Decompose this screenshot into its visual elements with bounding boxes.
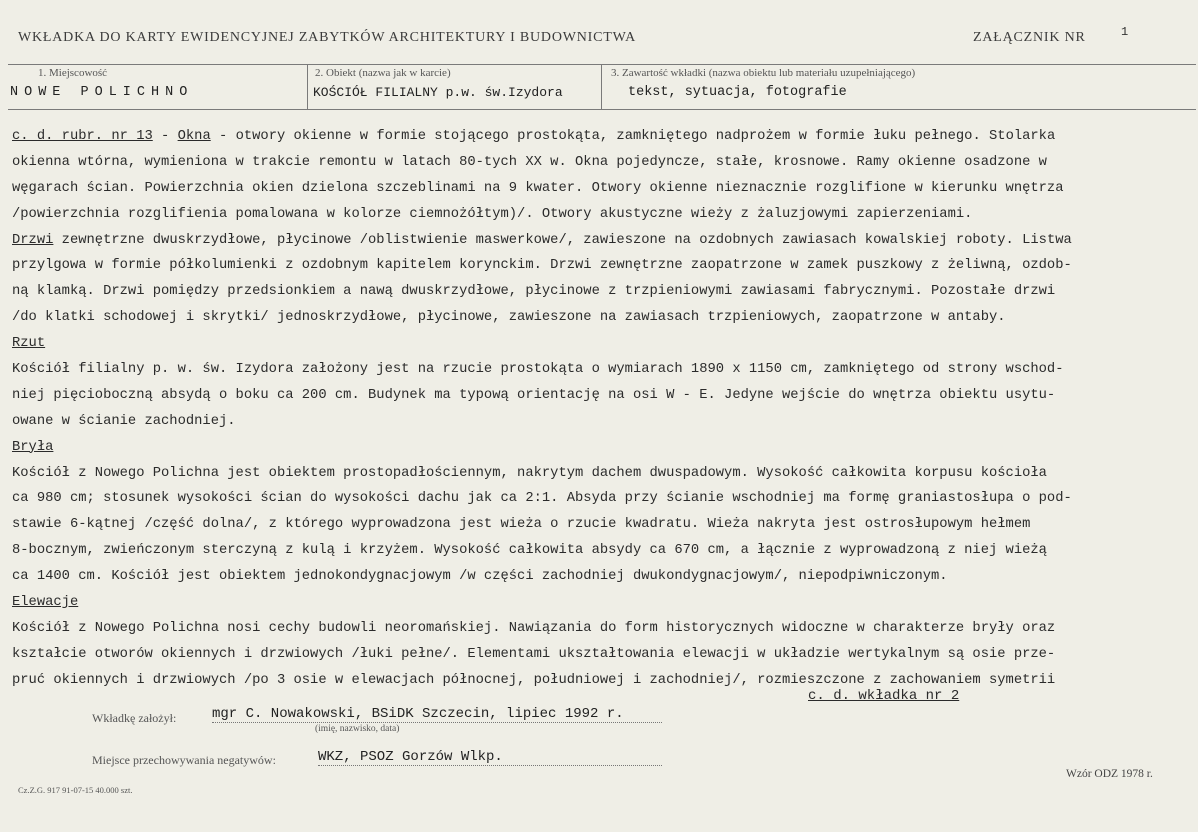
- heading-rzut: Rzut: [12, 336, 46, 352]
- text-line: /powierzchnia rozglifienia pomalowana w kolorze ciemnożółtym)/. Otwory akustyczne wieży z żaluzjowymi zapierzeniami.: [12, 206, 973, 222]
- author-label: Wkładkę założył:: [92, 711, 177, 725]
- text-line: [12, 331, 1192, 357]
- text-line: [12, 590, 1192, 616]
- storage-label: Miejsce przechowywania negatywów:: [92, 753, 276, 767]
- attachment-number: 1: [1121, 25, 1129, 39]
- contents-label: 3. Zawartość wkładki (nazwa obiektu lub materiału uzupełniającego): [611, 67, 916, 79]
- header-bottom-rule: [8, 109, 1196, 110]
- text-line: c. d. rubr. nr 13 - Okna - otwory okienne w formie stojącego prostokąta, zamkniętego nadprożem w formie łuku pełnego. Stolarka: [12, 129, 1056, 144]
- header-top-rule: [8, 64, 1196, 65]
- text-line: owane w ścianie zachodniej.: [12, 413, 236, 429]
- text-line: pruć okiennych i drzwiowych /po 3 osie w elewacjach północnej, południowej i zachodniej/, rozmieszczone z zachowaniem symetrii: [12, 672, 1056, 688]
- text-line: przylgowa w formie półkolumienki z ozdobnym kapitelem korynckim. Drzwi zewnętrzne zaopatrzone w zamek puszkowy z żeliwną, ozdob-: [12, 258, 1072, 274]
- field-divider-2: [601, 64, 602, 110]
- text-line: kształcie otworów okiennych i drzwiowych /łuki pełne/. Elementami ukształtowania elewacji w układzie wertykalnym są osie prze-: [12, 646, 1056, 662]
- text-line: 8-bocznym, zwieńczonym sterczyną z kulą i krzyżem. Wysokość całkowita absydy ca 670 cm, a łącznie z wyprowadzoną z niej wieżą: [12, 543, 1047, 559]
- form-title: WKŁADKA DO KARTY EWIDENCYJNEJ ZABYTKÓW ARCHITEKTURY I BUDOWNICTWA: [18, 30, 636, 45]
- storage-value: WKZ, PSOZ Gorzów Wlkp.: [318, 749, 662, 766]
- text-line: Kościół z Nowego Polichna jest obiektem prostopadłościennym, nakrytym dachem dwuspadowym. Wysokość całkowita korpusu kościoła: [12, 465, 1047, 481]
- text-line: Kościół filialny p. w. św. Izydora założony jest na rzucie prostokąta o wymiarach 1890 x 1150 cm, zamkniętego od strony wschod-: [12, 362, 1064, 378]
- locality-label: 1. Miejscowość: [38, 67, 108, 79]
- author-hint: (imię, nazwisko, data): [315, 724, 400, 734]
- author-value: mgr C. Nowakowski, BSiDK Szczecin, lipiec 1992 r.: [212, 706, 662, 723]
- object-label: 2. Obiekt (nazwa jak w karcie): [315, 67, 451, 79]
- locality-value: NOWE POLICHNO: [10, 85, 194, 100]
- text-line: niej pięcioboczną absydą o boku ca 200 cm. Budynek ma typową orientację na osi W - E. Jedyne wejście do wnętrza obiektu usytu-: [12, 387, 1056, 403]
- continuation-note: c. d. wkładka nr 2: [808, 688, 960, 704]
- contents-value: tekst, sytuacja, fotografie: [628, 85, 847, 100]
- text-line: [12, 435, 1192, 461]
- print-info: Cz.Z.G. 917 91-07-15 40.000 szt.: [18, 785, 133, 795]
- text-line: okienna wtórna, wymieniona w trakcie remontu w latach 80-tych XX w. Okna pojedyncze, stałe, krosnowe. Ramy okienne osadzone w: [12, 154, 1047, 170]
- text-line: ną klamką. Drzwi pomiędzy przedsionkiem a nawą dwuskrzydłowe, płycinowe z trzpieniowymi zawiasami fabrycznymi. Pozostałe drzwi: [12, 284, 1056, 300]
- text-line: Kościół z Nowego Polichna nosi cechy budowli neoromańskiej. Nawiązania do form historycznych widoczne w charakterze bryły oraz: [12, 620, 1056, 636]
- text-line: węgarach ścian. Powierzchnia okien dzielona szczeblinami na 9 kwater. Otwory okienne nieznacznie rozglifione w kierunku wnętrza: [12, 180, 1064, 196]
- text-line: stawie 6-kątnej /część dolna/, z którego wyprowadzona jest wieża o rzucie kwadratu. Wieża nakryta jest ostrosłupowym hełmem: [12, 517, 1031, 533]
- heading-elewacje: Elewacje: [12, 595, 79, 611]
- field-divider-1: [307, 64, 308, 110]
- object-value: KOŚCIÓŁ FILIALNY p.w. św.Izydora: [313, 85, 563, 100]
- text-line: ca 980 cm; stosunek wysokości ścian do wysokości dachu jak ca 2:1. Absyda przy ścianie wschodniej ma formę graniastosłupa o pod-: [12, 491, 1072, 507]
- attachment-label: ZAŁĄCZNIK NR: [973, 30, 1086, 45]
- text-line: /do klatki schodowej i skrytki/ jednoskrzydłowe, płycinowe, zawieszone na zawiasach trzpieniowych, zaopatrzone w antaby.: [12, 310, 1006, 326]
- description-body: [12, 124, 1192, 694]
- section-reference: c. d. rubr. nr 13: [12, 129, 153, 144]
- heading-okna: Okna: [177, 129, 211, 144]
- heading-bryla: Bryła: [12, 439, 54, 455]
- text-line: ca 1400 cm. Kościół jest obiektem jednokondygnacjowym /w części zachodniej dwukondygnacjowym/, niepodpiwniczonym.: [12, 569, 948, 585]
- text-line: Drzwi zewnętrzne dwuskrzydłowe, płycinowe /oblistwienie maswerkowe/, zawieszone na ozdobnych zawiasach kowalskiej roboty. Listwa: [12, 232, 1072, 248]
- heading-drzwi: Drzwi: [12, 232, 54, 248]
- form-version: Wzór ODZ 1978 r.: [1066, 768, 1153, 780]
